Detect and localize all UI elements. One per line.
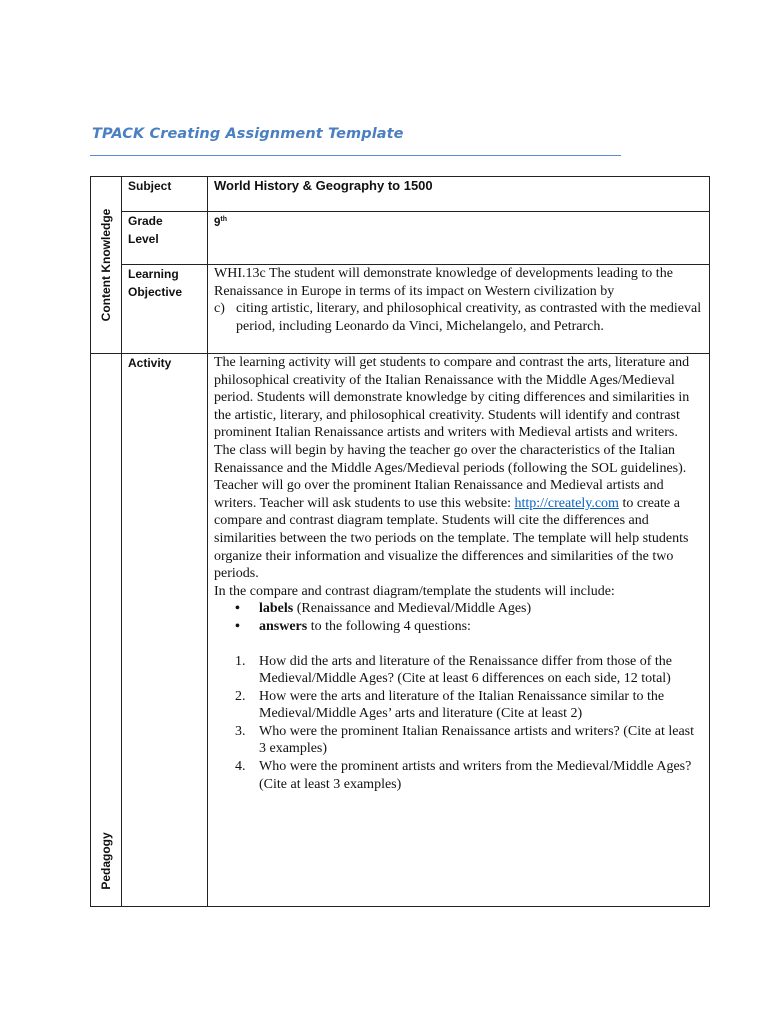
objective-label-line1: Learning [128, 267, 179, 281]
list-item: • answers to the following 4 questions: [235, 618, 471, 634]
objective-row [91, 265, 710, 354]
questions-list [214, 653, 703, 794]
activity-value-cell [208, 354, 710, 907]
activity-label: Activity [128, 356, 172, 370]
subject-value-cell [208, 177, 710, 212]
objective-value-cell [208, 265, 710, 354]
subject-label-cell [122, 177, 208, 212]
activity-paragraph-1: The learning activity will get students to compare and contrast the arts, literature and philosophical creativity of the Italian Renaissance with the Middle Ages/Medieval period. Students will demonstrate knowledge by citing differences and similarities in the artistic, literary, and philosophical creativity. Students will identify and contrast prominent Italian Renaissance artists and writers with Medieval artists and writers. [214, 355, 690, 441]
question-item: 4. Who were the prominent artists and writers from the Medieval/Middle Ages? (Cite at least 3 examples) [235, 759, 692, 792]
page-title: TPACK Creating Assignment Template [92, 126, 404, 142]
grade-label-line1: Grade [128, 214, 163, 228]
include-list [214, 600, 703, 635]
content-knowledge-section [91, 177, 122, 354]
title-divider [90, 155, 621, 156]
grade-label-line2: Level [128, 232, 159, 246]
activity-paragraph-3: In the compare and contrast diagram/template the students will include: [214, 583, 615, 599]
grade-label-cell [122, 212, 208, 265]
grade-suffix: th [220, 216, 228, 223]
objective-item-marker: c) [214, 301, 225, 317]
subject-label: Subject [128, 179, 172, 193]
list-item: • labels (Renaissance and Medieval/Middle Ages) [235, 601, 532, 617]
grade-row [91, 212, 710, 265]
bullet-icon: • [235, 601, 240, 617]
activity-paragraph-2: The class will begin by having the teacher go over the characteristics of the Italian Renaissance and the Middle Ages/Medieval periods (following the SOL guidelines). Teacher will go over the prominent Italian Renaissance and Medieval artists and writers. Teacher will ask students to use this website: http://creately.com to create a compare and contrast diagram template. Students will cite the differences and similarities between the two periods on the template. The template will help students organize their information and visualize the differences and similarities of the two periods. [214, 442, 689, 582]
objective-label-cell [122, 265, 208, 354]
creately-link[interactable]: http://creately.com [514, 495, 619, 511]
subject-value: World History & Geography to 1500 [214, 178, 433, 193]
section-label-content-knowledge: Content Knowledge [99, 208, 113, 322]
question-item: 2. How were the arts and literature of the Italian Renaissance similar to the Medieval/Middle Ages’ arts and literature (Cite at least 2) [235, 688, 665, 722]
assignment-table [90, 176, 710, 907]
question-item: 3. Who were the prominent Italian Renaissance artists and writers? (Cite at least 3 examples) [235, 723, 695, 757]
grade-value-cell [208, 212, 710, 265]
grade-value: 9th [214, 216, 228, 229]
section-label-pedagogy: Pedagogy [99, 832, 113, 890]
activity-row [91, 354, 710, 907]
objective-item-text: citing artistic, literary, and philosophical creativity, as contrasted with the medieval period, including Leonardo da Vinci, Michelangelo, and Petrarch. [236, 301, 702, 334]
subject-row [91, 177, 710, 212]
pedagogy-section [91, 354, 122, 907]
objective-item [214, 300, 703, 335]
objective-intro: WHI.13c The student will demonstrate knowledge of developments leading to the Renaissance in Europe in terms of its impact on Western civilization by [214, 266, 673, 299]
bullet-icon: • [235, 618, 240, 634]
question-item: 1. How did the arts and literature of the Renaissance differ from those of the Medieval/Middle Ages? (Cite at least 6 differences on each side, 12 total) [235, 653, 672, 687]
activity-label-cell [122, 354, 208, 907]
objective-label-line2: Objective [128, 285, 183, 299]
